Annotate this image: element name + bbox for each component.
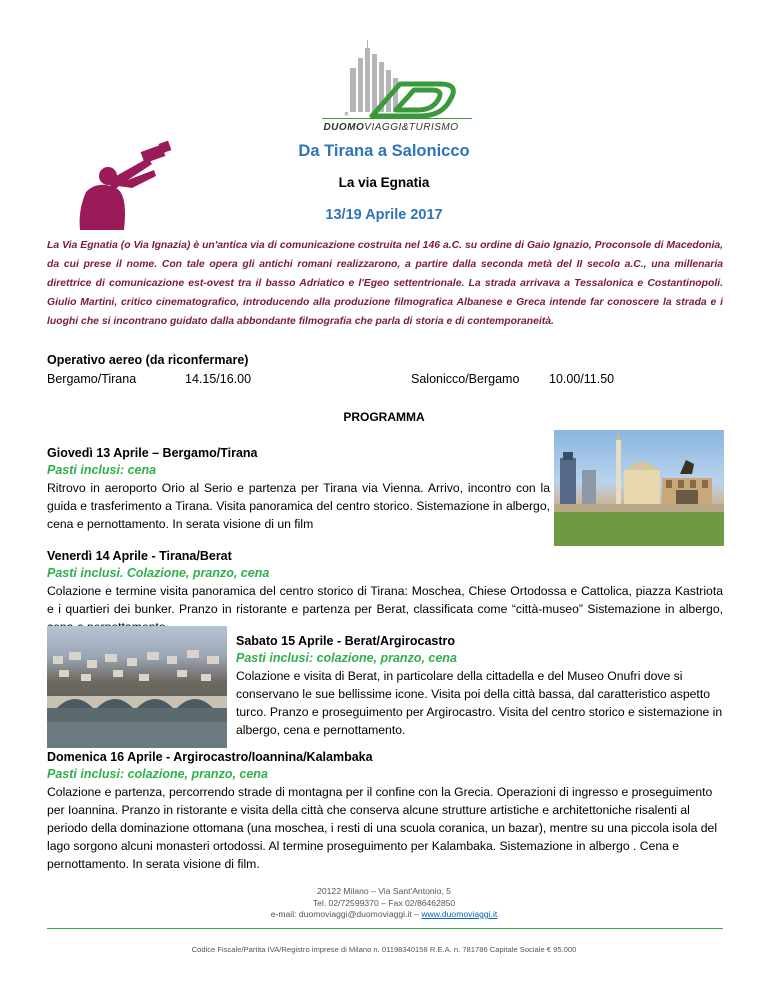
day-1-meals: Pasti inclusi: cena (47, 463, 157, 477)
flight-route-outbound: Bergamo/Tirana (47, 372, 137, 386)
day-1-text: Ritrovo in aeroporto Orio al Serio e partenza per Tirana via Vienna. Arrivo, incontro con la guida e trasferimento a Tirana. Visita panoramica del centro storico. Sistemazione in albergo, cena e pernottamento. In serata visione di un film (47, 481, 550, 531)
day-3-text: Colazione e visita di Berat, in particolare della cittadella e del Museo Onufri dove si conservano le sue bellissime icone. Visita poi della città bassa, dal caratteristico aspetto turco. Pranzo e proseguimento per Argirocastro. Visita del centro storico e sistemazione in albergo, cena e pernottamento. (236, 669, 723, 737)
day-4-text: Colazione e partenza, percorrendo strade di montagna per il confine con la Grecia. Operazioni di ingresso e proseguimento per Ioannina. Pranzo in ristorante e visita della città che conserva alcune strutture artistiche e architettoniche risalenti al periodo della dominazione ottomana (una moschea, i resti di una scuola coranica, un bazar), mentre su una piccola isola del lago sorgono alcuni monasteri ortodossi. Al termine proseguimento per Kalambaka. Sistemazione in albergo . Cena e pernottamento. In serata visione di film. (47, 785, 718, 871)
footer-divider (47, 928, 723, 929)
footer-phone: Tel. 02/72599370 – Fax 02/86462850 (312, 897, 456, 908)
berat-photo (47, 626, 227, 748)
day-4-meals: Pasti inclusi: colazione, pranzo, cena (47, 767, 268, 781)
website-link[interactable]: www.duomoviaggi.it (421, 909, 498, 919)
logo-underline (322, 118, 472, 119)
footer-email-line (0, 909, 768, 921)
day-2-text: Colazione e termine visita panoramica del centro storico di Tirana: Moschea, Chiese Ortodossa e Cattolica, piazza Kastriota e i quartieri dei bunker. Pranzo in ristorante e partenza per Berat, classificata come “città-museo” Sistemazione in albergo, (47, 584, 723, 616)
flight-route-return: Salonicco/Bergamo (411, 372, 520, 386)
logo-wordmark: DUOMOVIAGGI&TURISMO (323, 122, 459, 133)
day-2-title: Venerdì 14 Aprile - Tirana/Berat (47, 549, 232, 563)
page-subtitle: La via Egnatia (338, 175, 430, 190)
svg-text:®: ® (344, 112, 349, 118)
intro-paragraph: La Via Egnatia (o Via Ignazia) è un'antica via di comunicazione costruita nel 146 a.C. su ordine di Gaio Ignazio, Proconsole di Macedonia, da cui prese il nome. Con tale opera gli antichi romani realizzarono, a partire dalla seconda metà del II secolo a.C., una millenaria direttrice di comunicazione est-ovest tra il basso Adriatico e l'Egeo settentrionale. La strada arrivava a Tessalonica e Costantinopoli. Giulio Martini, critico cinematografico, introducendo alla produzione filmografica Albanese e Greca intende far conoscere la strada e i luoghi che si incontrano guidato dalla abbondante filmografia che parla di storia e di contemporaneità. (47, 240, 723, 327)
trip-dates: 13/19 Aprile 2017 (325, 207, 443, 223)
tirana-photo (554, 430, 724, 546)
day-4-title: Domenica 16 Aprile - Argirocastro/Ioannina/Kalambaka (47, 750, 373, 764)
day-3-meals: Pasti inclusi: colazione, pranzo, cena (236, 651, 457, 665)
flights-title: Operativo aereo (da riconfermare) (47, 353, 249, 367)
footer-legal: Codice Fiscale/Partita IVA/Registro imprese di Milano n. 01198340158 R.E.A. n. 781786 Capitale Sociale € 95.000 (191, 945, 577, 954)
day-2-meals: Pasti inclusi. Colazione, pranzo, cena (47, 566, 270, 580)
flight-times-outbound: 14.15/16.00 (185, 372, 252, 386)
page-title: Da Tirana a Salonicco (298, 142, 470, 160)
programma-heading: PROGRAMMA (343, 410, 425, 424)
footer-contact (0, 886, 768, 921)
flight-times-return: 10.00/11.50 (549, 372, 615, 386)
footer-address: 20122 Milano – Via Sant'Antonio, 5 (317, 886, 451, 896)
day-1-title: Giovedì 13 Aprile – Bergamo/Tirana (47, 446, 258, 460)
footer-email: e-mail: duomoviaggi@duomoviaggi.it – (270, 909, 422, 919)
day-3-title: Sabato 15 Aprile - Berat/Argirocastro (236, 634, 456, 648)
